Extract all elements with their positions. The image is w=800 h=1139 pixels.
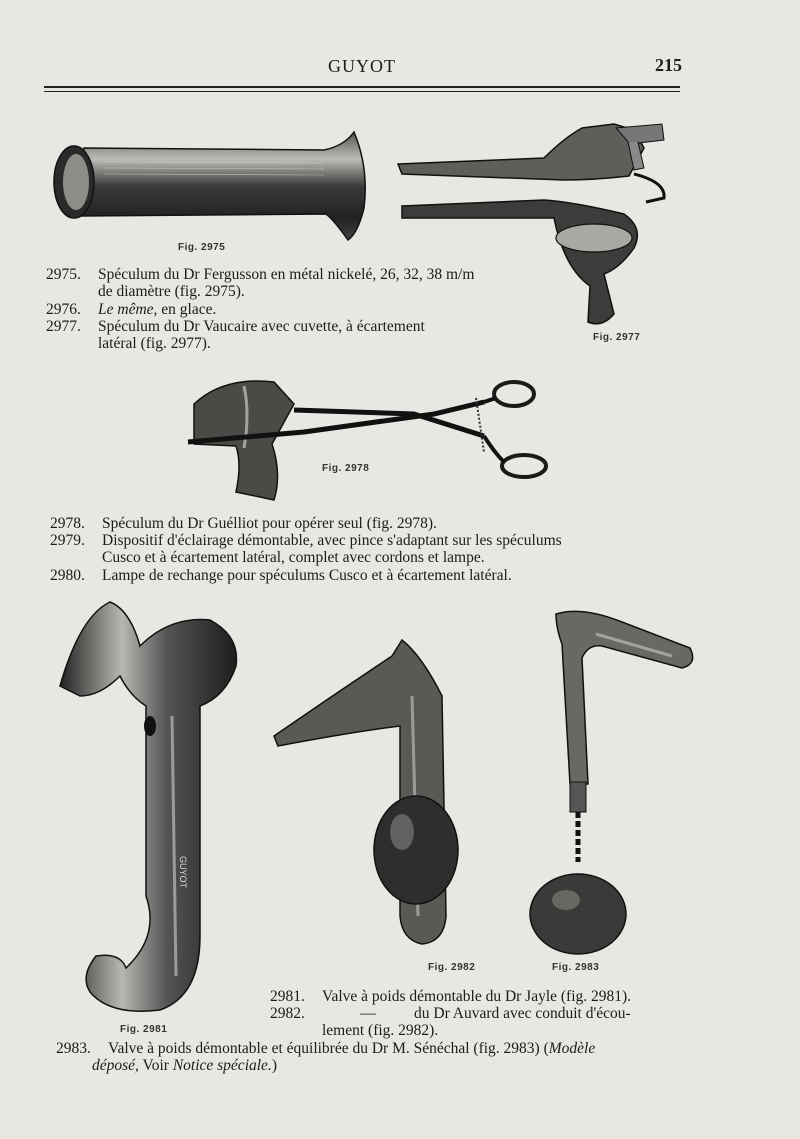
entry-text: Spéculum du Dr Fergusson en métal nickelé, 26, 32, 38 m/m bbox=[98, 266, 475, 283]
valve-senechal-illustration bbox=[522, 604, 702, 956]
entry-text: latéral (fig. 2977). bbox=[98, 335, 211, 352]
entry-italic-text: Le même, bbox=[98, 301, 158, 318]
running-header-title: GUYOT bbox=[328, 56, 396, 76]
ditto-dash: — bbox=[360, 1005, 376, 1022]
entry-text: lement (fig. 2982). bbox=[322, 1022, 439, 1039]
valve-jayle-illustration bbox=[50, 596, 250, 1016]
speculum-fergusson-illustration bbox=[44, 128, 374, 246]
catalog-entry-2977 bbox=[46, 318, 425, 352]
page-number: 215 bbox=[655, 55, 682, 75]
catalog-entry-2980 bbox=[50, 567, 512, 584]
figure-caption: Fig. 2978 bbox=[322, 463, 370, 474]
figure-caption: Fig. 2977 bbox=[593, 332, 641, 343]
valve-auvard-illustration bbox=[272, 636, 482, 956]
figure-caption: Fig. 2981 bbox=[120, 1024, 168, 1035]
entry-italic-text: Notice spéciale. bbox=[172, 1057, 272, 1074]
engraved-maker-mark: GUYOT bbox=[178, 856, 188, 889]
entry-number: 2976. bbox=[46, 301, 81, 318]
header-rule-thin bbox=[44, 91, 680, 92]
catalog-entry-2983 bbox=[56, 1040, 595, 1074]
entry-text: du Dr Auvard avec conduit d'écou- bbox=[414, 1005, 631, 1022]
entry-text: Valve à poids démontable et équilibrée du Dr M. Sénéchal (fig. 2983) ( bbox=[108, 1040, 549, 1057]
catalog-entry-2975 bbox=[46, 266, 474, 300]
entry-italic-text: Modèle bbox=[548, 1040, 596, 1057]
entry-text: Cusco et à écartement latéral, complet avec cordons et lampe. bbox=[102, 549, 485, 566]
figure-caption: Fig. 2983 bbox=[552, 962, 600, 973]
entry-italic-text: déposé, bbox=[92, 1057, 139, 1074]
catalog-entry-2979 bbox=[50, 532, 562, 566]
entry-number: 2978. bbox=[50, 515, 85, 532]
entry-number: 2980. bbox=[50, 567, 85, 584]
entry-text: ) bbox=[271, 1057, 277, 1074]
catalog-entry-2982 bbox=[270, 1005, 631, 1039]
entry-text: Dispositif d'éclairage démontable, avec pince s'adaptant sur les spéculums bbox=[102, 532, 562, 549]
entry-number: 2977. bbox=[46, 318, 81, 335]
figure-caption: Fig. 2975 bbox=[178, 242, 226, 253]
entry-text: de diamètre (fig. 2975). bbox=[98, 283, 245, 300]
entry-number: 2982. bbox=[270, 1005, 305, 1022]
entry-text: Lampe de rechange pour spéculums Cusco et à écartement latéral. bbox=[102, 567, 512, 584]
catalog-entry-2981 bbox=[270, 988, 631, 1005]
entry-number: 2983. bbox=[56, 1040, 91, 1057]
figure-caption: Fig. 2982 bbox=[428, 962, 476, 973]
entry-text: en glace. bbox=[157, 301, 217, 318]
entry-text: Voir bbox=[138, 1057, 173, 1074]
entry-number: 2975. bbox=[46, 266, 81, 283]
entry-number: 2979. bbox=[50, 532, 85, 549]
entry-text: Spéculum du Dr Guélliot pour opérer seul (fig. 2978). bbox=[102, 515, 437, 532]
entry-number: 2981. bbox=[270, 988, 305, 1005]
speculum-guelliot-illustration bbox=[184, 374, 554, 506]
catalog-entry-2976 bbox=[46, 301, 216, 318]
catalog-entry-2978 bbox=[50, 515, 437, 532]
entry-text: Valve à poids démontable du Dr Jayle (fig. 2981). bbox=[322, 988, 632, 1005]
header-rule-thick bbox=[44, 86, 680, 88]
entry-text: Spéculum du Dr Vaucaire avec cuvette, à écartement bbox=[98, 318, 425, 335]
